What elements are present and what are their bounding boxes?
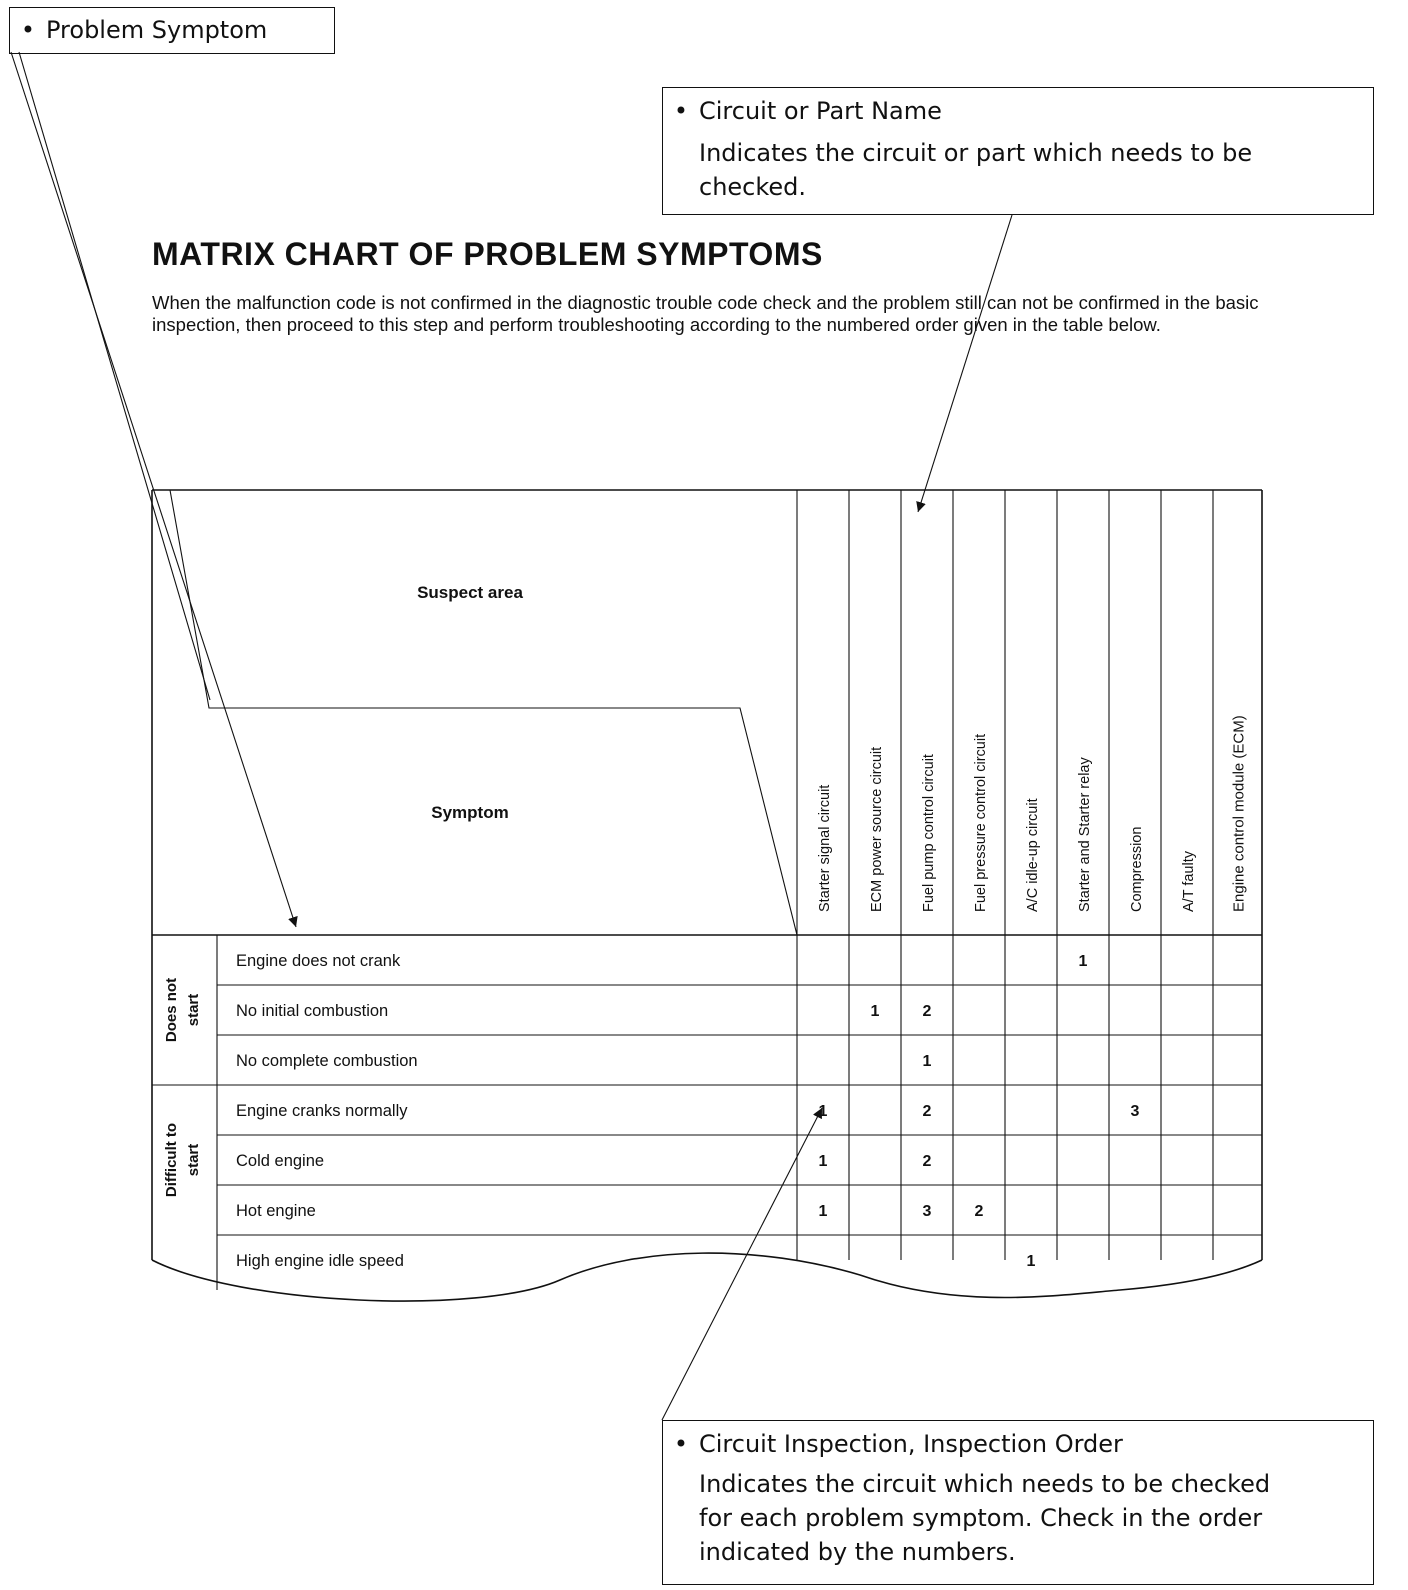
callout-problem-symptom: [9, 7, 335, 54]
order-number: 2: [974, 1203, 984, 1220]
callout-inspection-order-title: Circuit Inspection, Inspection Order: [699, 1430, 1123, 1458]
order-number: 1: [818, 1153, 828, 1170]
symptom-row-label: Engine does not crank: [236, 952, 401, 970]
order-number: 1: [1026, 1253, 1036, 1270]
group-label-1: start: [185, 1143, 202, 1177]
symptom-row-label: No initial combustion: [236, 1002, 389, 1020]
group-label-0: start: [185, 993, 202, 1027]
leader-problem-symptom-secondary: [19, 52, 210, 700]
column-header-0: Starter signal circuit: [817, 784, 833, 912]
table-grid: [152, 490, 1262, 1301]
order-number: 3: [1130, 1103, 1140, 1120]
callout-problem-symptom-title: Problem Symptom: [46, 16, 268, 44]
callout-inspection-order: [662, 1420, 1374, 1585]
leader-circuit-part: [918, 215, 1012, 512]
symptom-row-label: No complete combustion: [236, 1052, 418, 1070]
intro-paragraph: When the malfunction code is not confirmed in the diagnostic trouble code check and the problem still can not be confirmed in the basic inspection, then proceed to this step and perform troubleshooting according to the numbered order given in the table below.: [152, 292, 1259, 335]
column-header-2: Fuel pump control circuit: [921, 754, 937, 912]
symptom-row-label: High engine idle speed: [236, 1252, 404, 1270]
symptom-row-label: Engine cranks normally: [236, 1102, 408, 1120]
group-label-1: Difficult to: [163, 1122, 180, 1198]
order-number: 1: [818, 1103, 828, 1120]
leader-inspection-order: [662, 1108, 822, 1420]
column-header-8: Engine control module (ECM): [1230, 715, 1248, 912]
table-text: [163, 583, 1248, 1270]
order-number: 1: [818, 1203, 828, 1220]
page-title: MATRIX CHART OF PROBLEM SYMPTOMS: [152, 236, 823, 272]
column-header-3: Fuel pressure control circuit: [973, 733, 989, 912]
callout-inspection-order-description: Indicates the circuit which needs to be checked for each problem symptom. Check in the order indicated by the numbers.: [699, 1470, 1271, 1566]
column-header-4: A/C idle-up circuit: [1025, 798, 1041, 912]
callout-circuit-part-description: Indicates the circuit or part which needs to be checked.: [699, 139, 1253, 201]
callout-circuit-part-title: Circuit or Part Name: [699, 97, 942, 125]
order-number: 2: [922, 1103, 932, 1120]
torn-edge: [152, 1253, 1262, 1301]
symptom-label: Symptom: [431, 803, 509, 822]
callout-circuit-part-name: [662, 87, 1374, 215]
symptom-row-label: Hot engine: [236, 1202, 316, 1220]
bullet-icon: •: [673, 97, 689, 125]
order-number: 3: [922, 1203, 932, 1220]
order-number: 1: [870, 1003, 880, 1020]
bullet-icon: •: [20, 16, 36, 44]
symptom-row-label: Cold engine: [236, 1152, 325, 1170]
bullet-icon: •: [673, 1430, 689, 1458]
order-number: 2: [922, 1153, 932, 1170]
column-header-7: A/T faulty: [1181, 851, 1197, 912]
suspect-area-label: Suspect area: [417, 583, 523, 602]
order-number: 1: [922, 1053, 932, 1070]
header-diagonal: [152, 490, 797, 935]
order-number: 2: [922, 1003, 932, 1020]
column-header-1: ECM power source circuit: [869, 746, 885, 912]
group-label-0: Does not: [163, 977, 180, 1043]
leader-problem-symptom: [11, 52, 296, 927]
order-number: 1: [1078, 953, 1088, 970]
column-header-6: Compression: [1129, 826, 1145, 912]
column-header-5: Starter and Starter relay: [1077, 757, 1093, 912]
